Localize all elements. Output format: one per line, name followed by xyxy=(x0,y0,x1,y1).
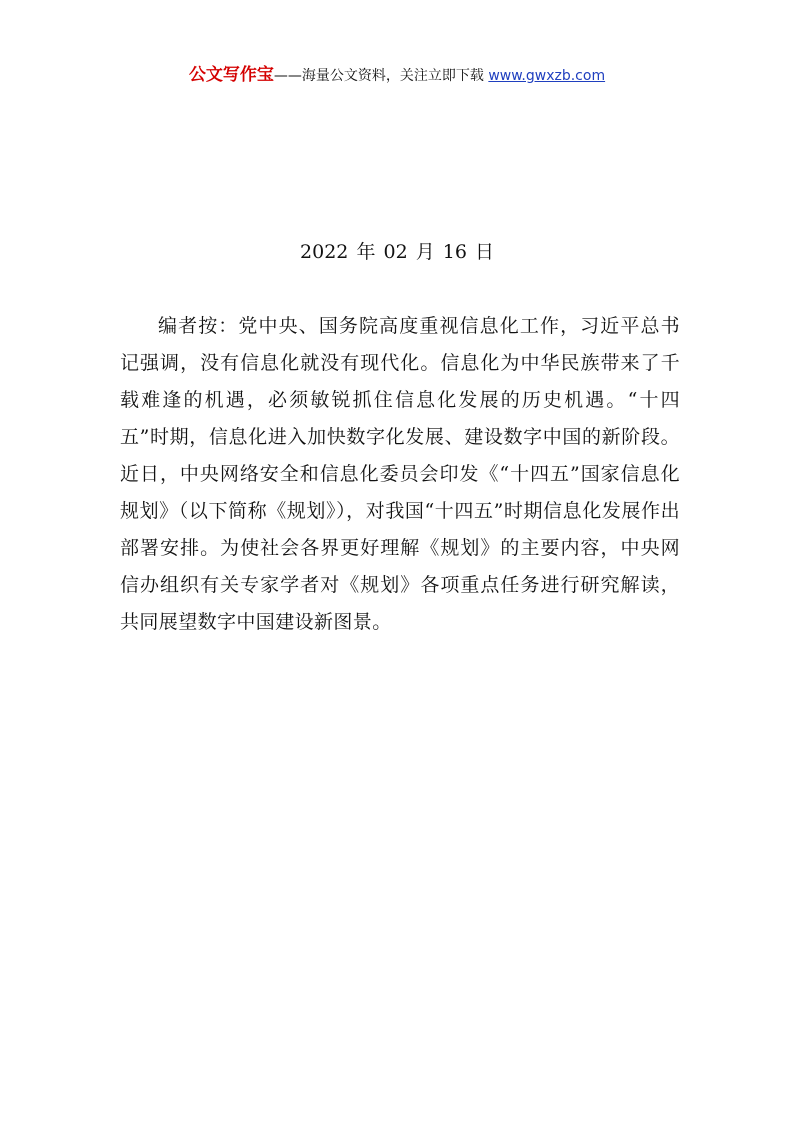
header-tagline: ——海量公文资料，关注立即下载 xyxy=(273,68,489,84)
page-header xyxy=(0,64,794,87)
document-date: 2022 年 02 月 16 日 xyxy=(300,241,494,263)
editor-note-paragraph: 编者按：党中央、国务院高度重视信息化工作，习近平总书记强调，没有信息化就没有现代化。信息化为中华民族带来了千载难逢的机遇，必须敏锐抓住信息化发展的历史机遇。“十四五”时期，信息化进入加快数字化发展、建设数字中国的新阶段。近日，中央网络安全和信息化委员会印发《“十四五”国家信息化规划》（以下简称《规划》），对我国“十四五”时期信息化发展作出部署安排。为使社会各界更好理解《规划》的主要内容，中央网信办组织有关专家学者对《规划》各项重点任务进行研究解读，共同展望数字中国建设新图景。 xyxy=(120,315,680,633)
website-link[interactable]: www.gwxzb.com xyxy=(488,68,606,84)
brand-name: 公文写作宝 xyxy=(188,65,274,85)
